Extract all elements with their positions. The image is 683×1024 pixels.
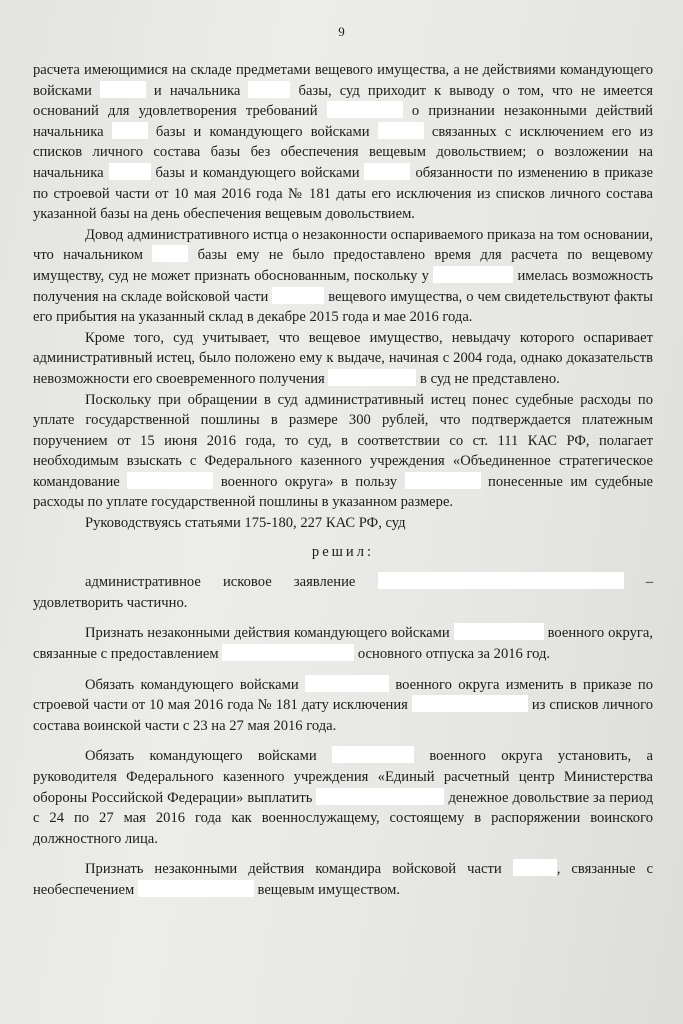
paragraph-gap: [33, 613, 653, 623]
reasoning-section: [33, 60, 653, 534]
text-run: Довод административного истца о незаконности оспариваемого приказа на том основании, что начальником: [33, 226, 653, 264]
page-number: 9: [338, 24, 345, 39]
redaction-block: [127, 472, 213, 489]
paragraph-p2: [33, 225, 653, 328]
text-run: военного округа изменить в приказе по строевой части от 10 мая 2016 года № 181 дату исключения: [33, 676, 653, 714]
redaction-block: [248, 81, 290, 98]
text-run: Кроме того, суд учитывает, что вещевое имущество, невыдачу которого оспаривает административный истец, было положено ему к выдаче, начиная с 2004 года, однако доказательств невозможности его своевременного получения: [33, 329, 653, 387]
text-run: – удовлетворить частично.: [33, 574, 653, 611]
paragraph-d3: [33, 675, 653, 737]
text-run: связанных с исключением его из списков личного состава базы без обеспечения вещевым довольствием; о возложении на начальника: [33, 123, 654, 181]
paragraph-d2: [33, 623, 653, 664]
text-run: обязанности по изменению в приказе по строевой части от 10 мая 2016 года № 181 даты его исключения из списков личного состава указанной базы на день обеспечения вещевым довольствием.: [33, 164, 653, 223]
redaction-block: [100, 81, 146, 98]
text-run: базы и командующего войсками: [147, 123, 378, 140]
text-run: о признании незаконными действий начальника: [33, 103, 653, 140]
text-run: из списков личного состава воинской части с 23 на 27 мая 2016 года.: [33, 697, 653, 734]
text-run: денежное довольствие за период с 24 по 27 мая 2016 года как военнослужащему, состоящему в распоряжении воинского должностного лица.: [33, 789, 653, 847]
redaction-block: [112, 122, 148, 139]
verdict-heading: решил:: [311, 543, 375, 560]
redaction-block: [327, 101, 403, 118]
paragraph-p4: [33, 390, 653, 514]
text-run: , связанные с необеспечением: [33, 861, 653, 898]
text-run: Поскольку при обращении в суд административный истец понес судебные расходы по уплате государственной пошлины в размере 300 рублей, что подтверждается платежным поручением от 15 июня 2016 года, то суд, в соответствии со ст. 111 КАС РФ, полагает необходимым взыскать с Федерального казенного учреждения «Объединенное стратегическое командование: [33, 391, 653, 490]
text-run: базы ему не было предоставлено время для расчета по вещевому имуществу, суд не может признать обоснованным, поскольку у: [33, 247, 653, 284]
text-run: базы и командующего войсками: [150, 164, 365, 181]
redaction-block: [272, 287, 324, 304]
redaction-block: [378, 122, 424, 139]
redaction-block: [316, 788, 444, 805]
text-run: основного отпуска за 2016 год.: [354, 646, 551, 663]
text-run: Признать незаконными действия командующего войсками: [85, 625, 454, 642]
text-run: административное исковое заявление: [85, 574, 378, 591]
redaction-block: [433, 266, 513, 283]
text-run: понесенные им судебные расходы по уплате государственной пошлины в указанном размере.: [33, 473, 654, 511]
paragraph-p5: [33, 513, 653, 534]
text-run: вещевым имуществом.: [253, 881, 401, 898]
paragraph-gap: [33, 849, 653, 859]
text-run: Обязать командующего войсками: [85, 748, 333, 765]
text-run: Руководствуясь статьями 175-180, 227 КАС РФ, суд: [85, 515, 406, 532]
redaction-block: [332, 746, 414, 763]
redaction-block: [222, 644, 354, 661]
text-run: Признать незаконными действия командира войсковой части: [85, 861, 513, 878]
redaction-block: [109, 163, 151, 180]
text-run: вещевого имущества, о чем свидетельствуют факты его прибытия на указанный склад в декабре 2015 года и мае 2016 года.: [33, 288, 653, 326]
paragraph-gap: [33, 665, 653, 675]
text-run: и начальника: [145, 82, 249, 99]
redaction-block: [328, 369, 416, 386]
text-run: расчета имеющимися на складе предметами вещевого имущества, а не действиями командующего войсками: [33, 62, 653, 99]
decision-section: [33, 572, 653, 900]
redaction-block: [305, 675, 389, 692]
redaction-block: [364, 163, 410, 180]
redaction-block: [513, 859, 557, 876]
paragraph-d5: [33, 859, 653, 900]
text-run: имелась возможность получения на складе войсковой части: [33, 267, 653, 305]
redaction-block: [138, 880, 254, 897]
paragraph-p1: [33, 60, 653, 225]
paragraph-gap: [33, 736, 653, 746]
paragraph-d4: [33, 746, 653, 849]
paragraph-p3: [33, 328, 653, 390]
text-run: военного округа установить, а руководителя Федерального казенного учреждения «Единый расчетный центр Министерства обороны Российской Федерации» выплатить: [33, 748, 653, 806]
redaction-block: [152, 245, 188, 262]
redaction-block: [412, 695, 528, 712]
redaction-block: [378, 572, 624, 589]
text-run: военного округа» в пользу: [213, 473, 405, 490]
text-run: военного округа, связанные с предоставлением: [33, 625, 654, 663]
paragraph-d1: [33, 572, 653, 613]
redaction-block: [405, 472, 481, 489]
text-run: Обязать командующего войсками: [85, 676, 305, 693]
redaction-block: [454, 623, 544, 640]
text-run: в суд не представлено.: [416, 370, 560, 387]
text-run: базы, суд приходит к выводу о том, что не имеется оснований для удовлетворения требований: [33, 82, 653, 120]
document-body: [33, 60, 653, 901]
